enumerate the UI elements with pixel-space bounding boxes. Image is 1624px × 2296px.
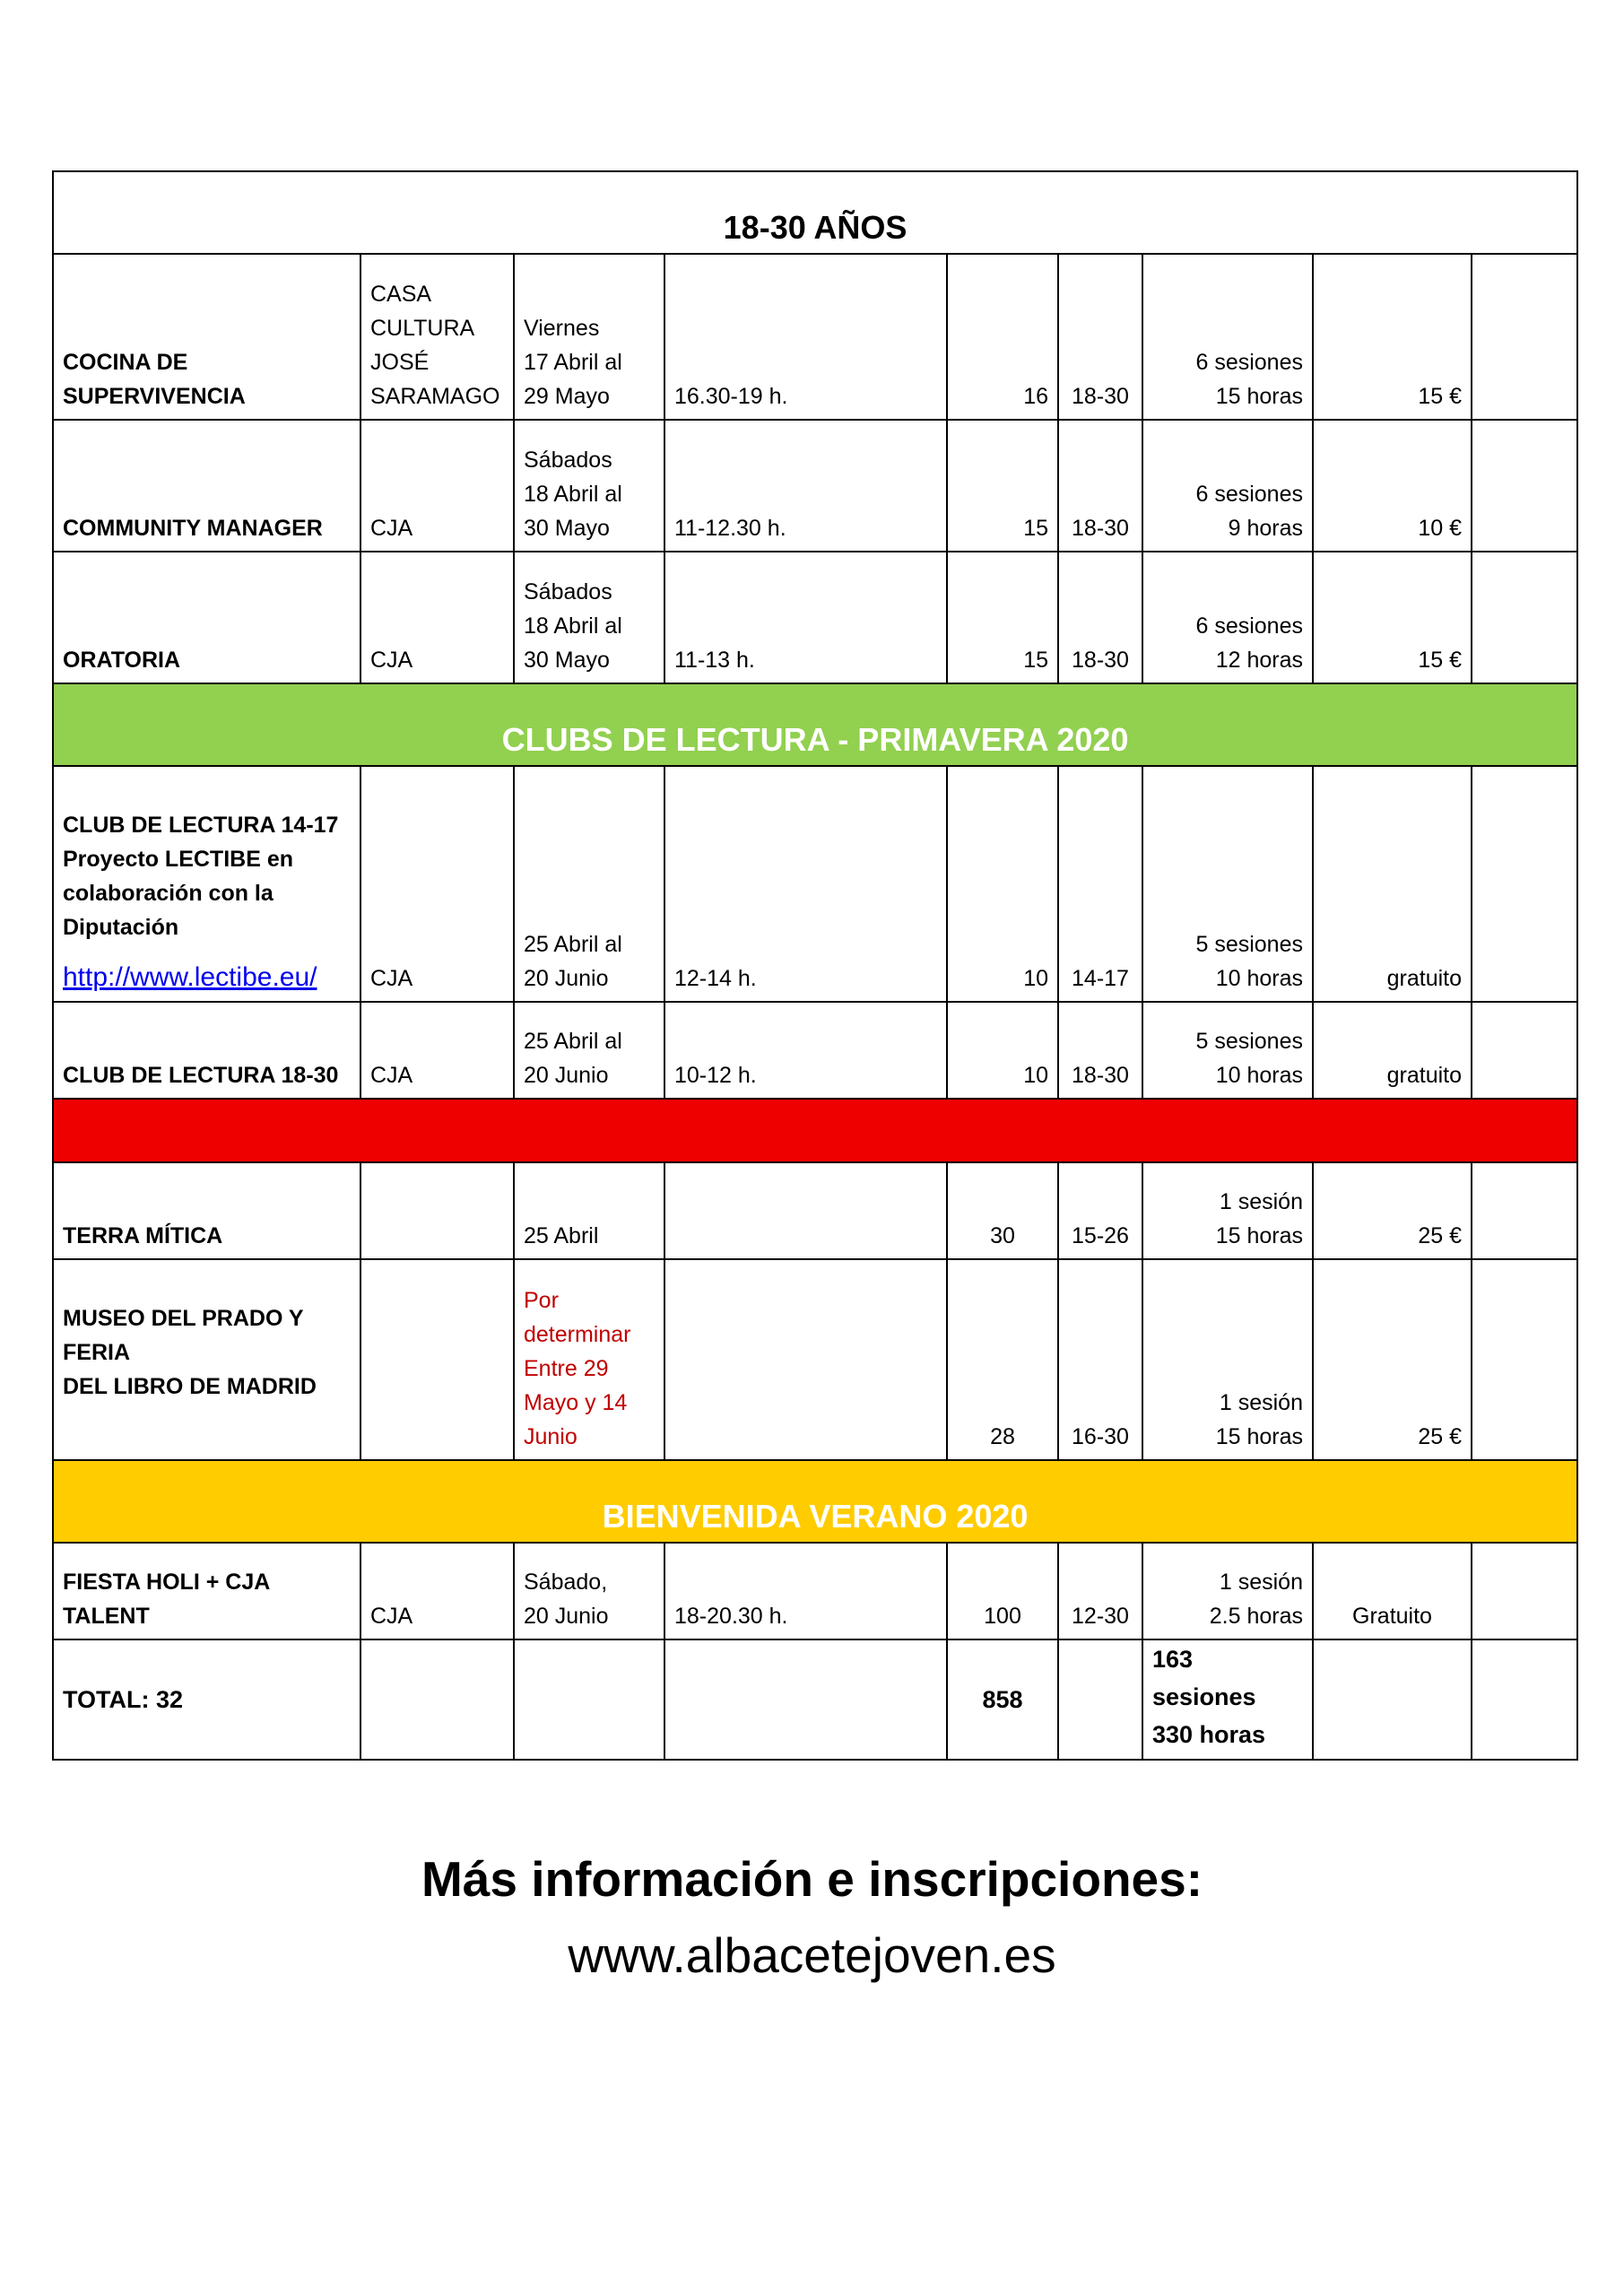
section-title: BIENVENIDA VERANO 2020	[53, 1460, 1577, 1543]
activity-time: 10-12 h.	[664, 1002, 947, 1099]
empty-cell	[1058, 1639, 1142, 1760]
empty-cell	[514, 1639, 664, 1760]
activity-place: CJA	[360, 552, 514, 683]
activity-time: 18-20.30 h.	[664, 1543, 947, 1639]
section-header-excursions	[53, 1099, 1577, 1162]
activity-dates: 25 Abril al 20 Junio	[514, 1002, 664, 1099]
section-header-clubs	[53, 683, 1577, 766]
total-label: TOTAL: 32	[53, 1639, 360, 1760]
activity-places: 28	[947, 1259, 1058, 1460]
table-row	[53, 1002, 1577, 1099]
table-row	[53, 1259, 1577, 1460]
activity-dates: Sábados 18 Abril al 30 Mayo	[514, 420, 664, 552]
activity-price: 10 €	[1313, 420, 1472, 552]
activity-price: Gratuito	[1313, 1543, 1472, 1639]
activity-sessions: 6 sesiones 15 horas	[1142, 254, 1313, 420]
activity-ages: 18-30	[1058, 1002, 1142, 1099]
activity-dates: Por determinar Entre 29 Mayo y 14 Junio	[514, 1259, 664, 1460]
activity-name: CLUB DE LECTURA 14-17 Proyecto LECTIBE en colaboración con la Diputación http://www.lectibe.eu/	[53, 766, 360, 1002]
activity-time	[664, 1259, 947, 1460]
table-row	[53, 254, 1577, 420]
activity-place	[360, 1259, 514, 1460]
section-title: 18-30 AÑOS	[53, 171, 1577, 254]
activity-ages: 18-30	[1058, 254, 1142, 420]
empty-cell	[1472, 1543, 1577, 1639]
lectibe-link[interactable]: http://www.lectibe.eu/	[63, 962, 317, 992]
activity-time	[664, 1162, 947, 1259]
activity-sessions: 6 sesiones 9 horas	[1142, 420, 1313, 552]
activity-places: 100	[947, 1543, 1058, 1639]
section-header-18-30	[53, 171, 1577, 254]
activity-price: 15 €	[1313, 254, 1472, 420]
table-row	[53, 1543, 1577, 1639]
activity-price: 15 €	[1313, 552, 1472, 683]
activity-dates: 25 Abril	[514, 1162, 664, 1259]
activity-places: 30	[947, 1162, 1058, 1259]
activities-table	[52, 170, 1578, 1761]
activity-name: CLUB DE LECTURA 18-30	[53, 1002, 360, 1099]
total-row	[53, 1639, 1577, 1760]
empty-cell	[664, 1639, 947, 1760]
empty-cell	[1472, 1002, 1577, 1099]
activity-ages: 14-17	[1058, 766, 1142, 1002]
activity-places: 16	[947, 254, 1058, 420]
activity-time: 11-12.30 h.	[664, 420, 947, 552]
activity-price: gratuito	[1313, 766, 1472, 1002]
activity-name: ORATORIA	[53, 552, 360, 683]
activity-price: 25 €	[1313, 1162, 1472, 1259]
activity-dates: 25 Abril al 20 Junio	[514, 766, 664, 1002]
activity-sessions: 5 sesiones 10 horas	[1142, 1002, 1313, 1099]
activity-price: 25 €	[1313, 1259, 1472, 1460]
total-sessions: 163 sesiones 330 horas	[1142, 1639, 1313, 1760]
footer-url[interactable]: www.albacetejoven.es	[568, 1927, 1056, 1983]
table-row	[53, 766, 1577, 1002]
empty-cell	[1472, 1162, 1577, 1259]
activity-places: 10	[947, 1002, 1058, 1099]
section-title: CLUBS DE LECTURA - PRIMAVERA 2020	[53, 683, 1577, 766]
activity-place: CASA CULTURA JOSÉ SARAMAGO	[360, 254, 514, 420]
empty-cell	[1472, 552, 1577, 683]
empty-cell	[1472, 766, 1577, 1002]
activity-place: CJA	[360, 420, 514, 552]
activity-name: MUSEO DEL PRADO Y FERIA DEL LIBRO DE MADRID	[53, 1259, 360, 1460]
activity-place: CJA	[360, 766, 514, 1002]
activity-place	[360, 1162, 514, 1259]
activity-ages: 18-30	[1058, 552, 1142, 683]
activity-ages: 16-30	[1058, 1259, 1142, 1460]
section-header-verano	[53, 1460, 1577, 1543]
activity-time: 12-14 h.	[664, 766, 947, 1002]
section-red-bar	[53, 1099, 1577, 1162]
table-row	[53, 1162, 1577, 1259]
total-places: 858	[947, 1639, 1058, 1760]
empty-cell	[1313, 1639, 1472, 1760]
activity-ages: 15-26	[1058, 1162, 1142, 1259]
activity-place: CJA	[360, 1002, 514, 1099]
activity-places: 15	[947, 420, 1058, 552]
activity-name: COCINA DE SUPERVIVENCIA	[53, 254, 360, 420]
activity-name: FIESTA HOLI + CJA TALENT	[53, 1543, 360, 1639]
activity-sessions: 5 sesiones 10 horas	[1142, 766, 1313, 1002]
empty-cell	[360, 1639, 514, 1760]
activity-place: CJA	[360, 1543, 514, 1639]
empty-cell	[1472, 1639, 1577, 1760]
activity-places: 10	[947, 766, 1058, 1002]
activity-time: 16.30-19 h.	[664, 254, 947, 420]
table-row	[53, 552, 1577, 683]
activity-places: 15	[947, 552, 1058, 683]
activity-time: 11-13 h.	[664, 552, 947, 683]
activity-price: gratuito	[1313, 1002, 1472, 1099]
empty-cell	[1472, 420, 1577, 552]
activity-sessions: 6 sesiones 12 horas	[1142, 552, 1313, 683]
activity-dates: Viernes 17 Abril al 29 Mayo	[514, 254, 664, 420]
activity-name: COMMUNITY MANAGER	[53, 420, 360, 552]
activity-sessions: 1 sesión 15 horas	[1142, 1259, 1313, 1460]
activity-name: TERRA MÍTICA	[53, 1162, 360, 1259]
activity-sessions: 1 sesión 2.5 horas	[1142, 1543, 1313, 1639]
empty-cell	[1472, 254, 1577, 420]
activity-sessions: 1 sesión 15 horas	[1142, 1162, 1313, 1259]
activity-dates: Sábado, 20 Junio	[514, 1543, 664, 1639]
activity-ages: 12-30	[1058, 1543, 1142, 1639]
footer-title: Más información e inscripciones:	[421, 1851, 1203, 1907]
activity-dates: Sábados 18 Abril al 30 Mayo	[514, 552, 664, 683]
activity-ages: 18-30	[1058, 420, 1142, 552]
table-row	[53, 420, 1577, 552]
empty-cell	[1472, 1259, 1577, 1460]
